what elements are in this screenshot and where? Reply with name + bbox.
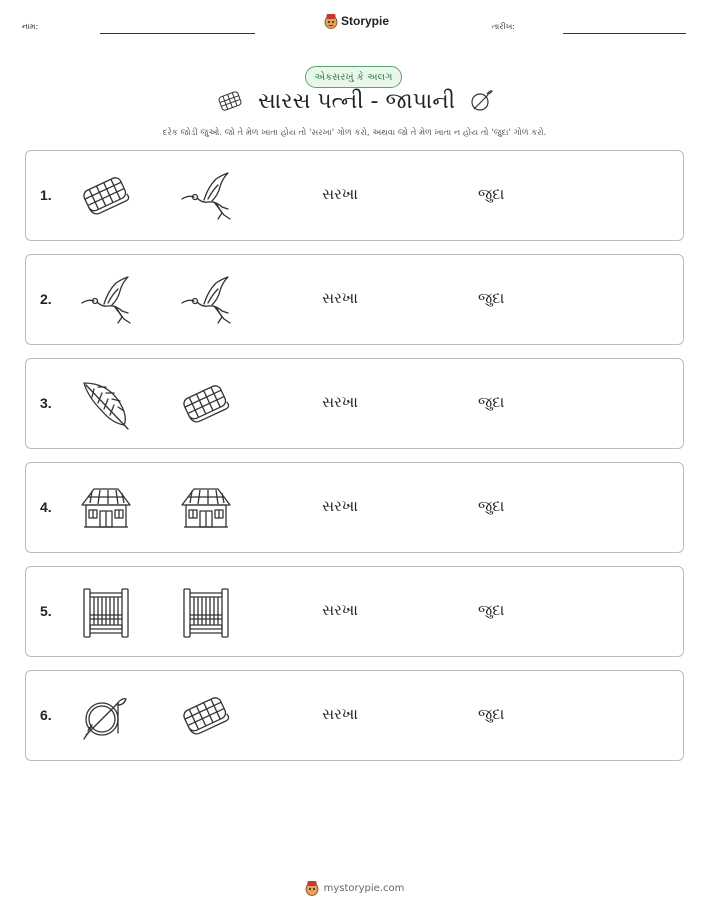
brand-logo (324, 13, 389, 29)
footer (0, 880, 709, 896)
crane-icon (78, 273, 134, 329)
pair-row (25, 358, 684, 449)
hut-icon (178, 481, 234, 537)
crane-icon (178, 169, 234, 225)
feather-icon (78, 377, 134, 433)
title-row (0, 88, 709, 114)
same-option[interactable]: સરખા (322, 393, 358, 411)
same-option[interactable]: સરખા (322, 497, 358, 515)
brand-name: Storypie (341, 14, 390, 28)
row-number: 3. (40, 395, 52, 411)
row-number: 2. (40, 291, 52, 307)
storypie-mascot-icon (305, 880, 319, 896)
same-option[interactable]: સરખા (322, 705, 358, 723)
activity-badge: એકસરખું કે અલગ (305, 66, 402, 88)
same-option[interactable]: સરખા (322, 289, 358, 307)
crane-icon (178, 273, 234, 329)
row-number: 1. (40, 187, 52, 203)
name-label: નામ: (22, 22, 39, 31)
pair-row (25, 150, 684, 241)
quilt-icon (178, 377, 234, 433)
pair-row (25, 254, 684, 345)
footer-url[interactable]: mystorypie.com (323, 882, 405, 894)
different-option[interactable]: જુદા (478, 497, 505, 515)
different-option[interactable]: જુદા (478, 705, 505, 723)
date-label: તારીખ: (492, 22, 515, 31)
row-number: 5. (40, 603, 52, 619)
pair-row (25, 462, 684, 553)
instructions: દરેક જોડી જુઓ. જો તે મેળ ખાતા હોય તો 'સરખા' ગોળ કરો, અથવા જો તે મેળ ખાતા ન હોય તો 'જુદા' ગોળ કરો. (162, 128, 547, 138)
row-number: 6. (40, 707, 52, 723)
quilt-icon (216, 90, 244, 112)
different-option[interactable]: જુદા (478, 185, 505, 203)
spindle-icon (78, 689, 134, 745)
hut-icon (78, 481, 134, 537)
date-field[interactable] (563, 33, 686, 34)
pair-row (25, 566, 684, 657)
row-number: 4. (40, 499, 52, 515)
pair-row (25, 670, 684, 761)
same-option[interactable]: સરખા (322, 601, 358, 619)
different-option[interactable]: જુદા (478, 393, 505, 411)
quilt-icon (78, 169, 134, 225)
loom-icon (178, 585, 234, 641)
same-option[interactable]: સરખા (322, 185, 358, 203)
loom-icon (78, 585, 134, 641)
different-option[interactable]: જુદા (478, 289, 505, 307)
different-option[interactable]: જુદા (478, 601, 505, 619)
quilt-icon (178, 689, 234, 745)
page-title: સારસ પત્ની - જાપાની (257, 88, 456, 114)
spindle-icon (469, 88, 493, 114)
name-field[interactable] (100, 33, 255, 34)
storypie-mascot-icon (324, 13, 338, 29)
